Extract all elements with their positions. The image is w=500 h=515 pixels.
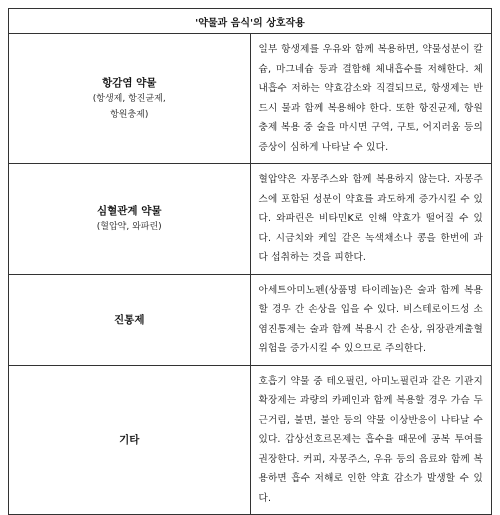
description-cell: 혈압약은 자몽주스와 함께 복용하지 않는다. 자몽주스에 포함된 성분이 약효를 과도하게 증가시킬 수 있다. 와파린은 비타민K로 인해 약효가 떨어질 수 있다. 시금치와 케일 같은 녹색채소나 콩을 한번에 과다 섭취하는 것을 피한다. xyxy=(250,164,492,275)
category-cell xyxy=(9,274,251,365)
table-title: '약물과 음식'의 상호작용 xyxy=(9,9,492,34)
category-cell xyxy=(9,164,251,275)
table-row xyxy=(9,365,492,515)
table-row xyxy=(9,34,492,164)
table-row xyxy=(9,164,492,275)
category-name: 항감염 약물 xyxy=(102,76,157,89)
document-table-wrapper xyxy=(8,8,492,504)
description-cell: 일부 항생제를 우유와 함께 복용하면, 약물성분이 칼슘, 마그네슘 등과 결합해 체내흡수를 저해한다. 체내흡수 저하는 약효감소와 직결되므로, 항생제는 반드시 물과 함께 복용해야 한다. 또한 항진균제, 항원충제 복용 중 술을 마시면 구역, 구토, 어지러움 등의 증상이 심하게 나타날 수 있다. xyxy=(250,34,492,164)
interaction-table xyxy=(8,8,492,515)
category-cell xyxy=(9,34,251,164)
category-subtext: (혈압약, 와파린) xyxy=(96,221,162,232)
table-row xyxy=(9,274,492,365)
category-subtext: (항생제, 항진균제, xyxy=(92,93,166,104)
description-cell: 호흡기 약물 중 테오필린, 아미노필린과 같은 기관지확장제는 과량의 카페인과 함께 복용할 경우 가슴 두근거림, 불면, 불안 등의 약물 이상반응이 나타날 수 있다. 갑상선호르몬제는 흡수율 때문에 공복 투여를 권장한다. 커피, 자몽주스, 우유 등의 음료와 함께 복용하면 흡수 저해로 인한 약효 감소가 발생할 수 있다. xyxy=(250,365,492,515)
category-subtext: 항원충제) xyxy=(110,109,149,120)
category-name: 진통제 xyxy=(114,313,145,326)
category-name: 기타 xyxy=(119,433,140,446)
category-cell xyxy=(9,365,251,515)
description-cell: 아세트아미노펜(상품명 타이레놀)은 술과 함께 복용할 경우 간 손상을 입을 수 있다. 비스테로이드성 소염진통제는 술과 함께 복용시 간 손상, 위장관계출혈 위험을 증가시킬 수 있으므로 주의한다. xyxy=(250,274,492,365)
category-name: 심혈관계 약물 xyxy=(96,204,162,217)
